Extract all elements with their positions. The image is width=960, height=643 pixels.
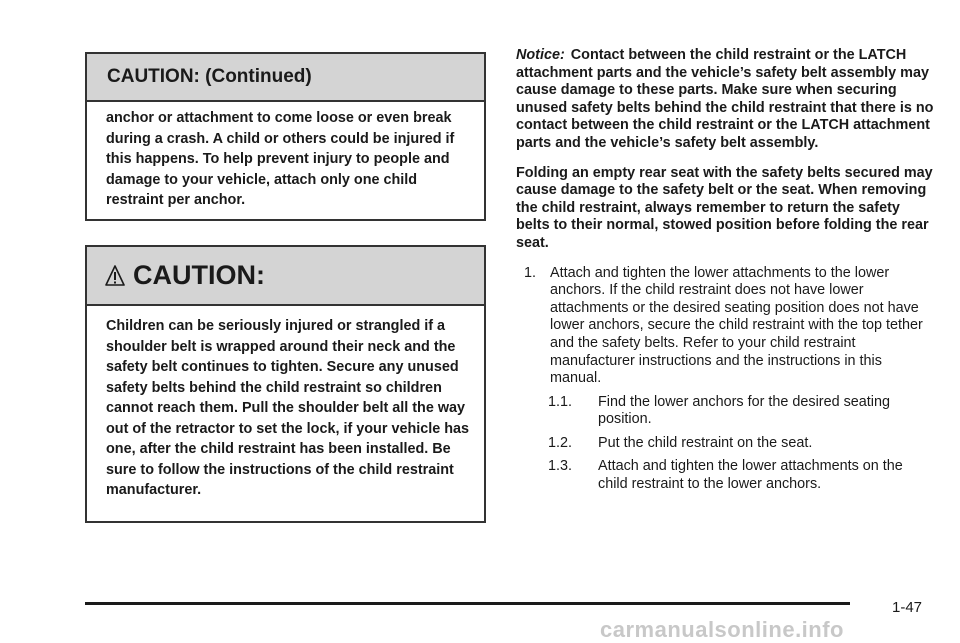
list-item — [516, 435, 936, 453]
substep-text: Put the child restraint on the seat. — [598, 434, 813, 451]
list-item — [516, 458, 936, 493]
step-text: Attach and tighten the lower attachments to the lower anchors. If the child restraint does not have lower attachments or the desired seating position does not have lower anchors, secure the child restraint with the top tether and the safety belts. Refer to your child restraint manufacturer instructions and the instructions in this manual. — [550, 264, 923, 387]
substep-number: 1.2. — [548, 434, 573, 451]
caution-header — [87, 247, 484, 306]
substep-text: Find the lower anchors for the desired seating position. — [598, 393, 890, 428]
caution-box — [85, 245, 486, 523]
watermark: carmanualsonline.info — [600, 617, 844, 642]
footer-rule — [85, 602, 850, 605]
warning-triangle-icon — [105, 264, 125, 288]
step-number: 1. — [524, 264, 537, 281]
caution-continued-body: anchor or attachment to come loose or even break during a crash. A child or others could be injured if this happens. To help prevent injury to people and damage to your vehicle, attach only one child restraint per anchor. — [106, 110, 455, 209]
caution-title: CAUTION: — [133, 260, 265, 290]
list-item — [516, 394, 936, 429]
substep-number: 1.1. — [548, 393, 573, 410]
substep-number: 1.3. — [548, 458, 573, 475]
list-item — [516, 265, 936, 388]
page-number: 1-47 — [892, 599, 923, 616]
caution-continued-title: CAUTION: (Continued) — [87, 54, 484, 102]
notice-label: Notice: — [516, 47, 565, 63]
caution-continued-box — [85, 52, 486, 221]
notice-text: Contact between the child restraint or the LATCH attachment parts and the vehicle’s safety belt assembly may cause damage to these parts. Make sure when securing unused safety belts behind the child restraint that there is no contact between the child restraint or the LATCH attachment parts and the vehicle’s safety belt assembly. — [516, 47, 934, 151]
caution-body: Children can be seriously injured or strangled if a shoulder belt is wrapped around their neck and the safety belt continues to tighten. Secure any unused safety belts behind the child restraint so children cannot reach them. Pull the shoulder belt all the way out of the retractor to set the lock, if your vehicle has one, after the child restraint has been installed. Be sure to follow the instructions of the child restraint manufacturer. — [106, 318, 470, 498]
notice-paragraph — [516, 47, 936, 153]
right-column — [516, 47, 936, 500]
folding-paragraph: Folding an empty rear seat with the safety belts secured may cause damage to the safety belt or the seat. When removing the child restraint, always remember to return the safety belts to their normal, stowed position before folding the rear seat. — [516, 164, 933, 251]
substep-text: Attach and tighten the lower attachments on the child restraint to the lower anchors. — [598, 458, 903, 493]
